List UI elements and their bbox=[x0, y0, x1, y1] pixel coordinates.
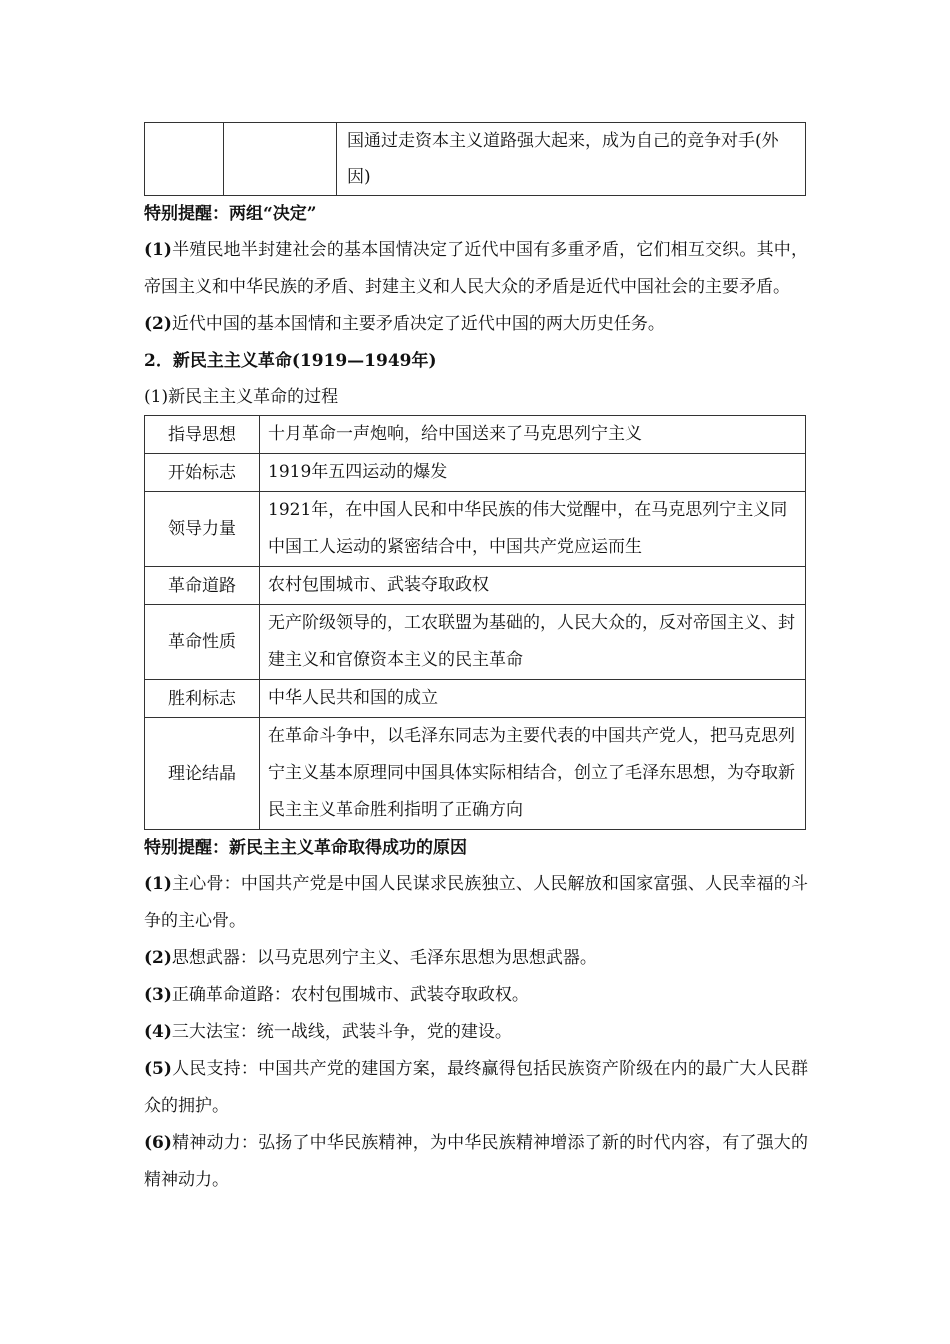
note2-item bbox=[144, 1125, 808, 1199]
row-label: 理论结晶 bbox=[145, 718, 260, 830]
item-text: 近代中国的基本国情和主要矛盾决定了近代中国的两大历史任务。 bbox=[171, 314, 665, 334]
item-marker: (3) bbox=[144, 985, 172, 1005]
item-text: 正确革命道路：农村包围城市、武装夺取政权。 bbox=[171, 985, 529, 1005]
table-cell bbox=[337, 123, 806, 196]
item-marker: (6) bbox=[144, 1133, 172, 1153]
item-marker: (4) bbox=[144, 1022, 172, 1042]
item-text: 半殖民地半封建社会的基本国情决定了近代中国有多重矛盾，它们相互交织。其中，帝国主义和中华民族的矛盾、封建主义和人民大众的矛盾是近代中国社会的主要矛盾。 bbox=[144, 240, 808, 297]
item-text: 人民支持：中国共产党的建国方案，最终赢得包括民族资产阶级在内的最广大人民群众的拥护。 bbox=[144, 1059, 808, 1116]
continued-table bbox=[144, 122, 806, 196]
table-row bbox=[145, 680, 806, 718]
item-text: 思想武器：以马克思列宁主义、毛泽东思想为思想武器。 bbox=[171, 948, 597, 968]
note1-heading: 特别提醒：两组“决定” bbox=[144, 204, 317, 224]
note2-item bbox=[144, 977, 808, 1014]
item-text: 主心骨：中国共产党是中国人民谋求民族独立、人民解放和国家富强、人民幸福的斗争的主心骨。 bbox=[144, 874, 808, 931]
item-text: 三大法宝：统一战线，武装斗争，党的建设。 bbox=[171, 1022, 512, 1042]
table-row bbox=[145, 416, 806, 454]
row-value: 农村包围城市、武装夺取政权 bbox=[260, 567, 806, 605]
row-label: 革命性质 bbox=[145, 605, 260, 680]
table-row bbox=[145, 123, 806, 196]
note2-item bbox=[144, 1051, 808, 1125]
item-marker: (2) bbox=[144, 948, 172, 968]
table-row bbox=[145, 718, 806, 830]
item-marker: (2) bbox=[144, 314, 172, 334]
row-value: 1921年，在中国人民和中华民族的伟大觉醒中，在马克思列宁主义同中国工人运动的紧密结合中，中国共产党应运而生 bbox=[260, 492, 806, 567]
row-label: 胜利标志 bbox=[145, 680, 260, 718]
table-row bbox=[145, 567, 806, 605]
note1-item bbox=[144, 232, 808, 306]
note2-item bbox=[144, 866, 808, 940]
row-value: 在革命斗争中，以毛泽东同志为主要代表的中国共产党人，把马克思列宁主义基本原理同中国具体实际相结合，创立了毛泽东思想，为夺取新民主主义革命胜利指明了正确方向 bbox=[260, 718, 806, 830]
table-row bbox=[145, 454, 806, 492]
revolution-process-table bbox=[144, 415, 806, 830]
row-value: 中华人民共和国的成立 bbox=[260, 680, 806, 718]
item-text: 精神动力：弘扬了中华民族精神，为中华民族精神增添了新的时代内容，有了强大的精神动力。 bbox=[144, 1133, 808, 1190]
row-value: 十月革命一声炮响，给中国送来了马克思列宁主义 bbox=[260, 416, 806, 454]
row-value: 1919年五四运动的爆发 bbox=[260, 454, 806, 492]
item-marker: (1) bbox=[144, 240, 172, 260]
note1-item bbox=[144, 306, 808, 343]
note2-item bbox=[144, 1014, 808, 1051]
table-row bbox=[145, 605, 806, 680]
item-marker: (5) bbox=[144, 1059, 172, 1079]
item-marker: (1) bbox=[144, 874, 172, 894]
note2-item bbox=[144, 940, 808, 977]
table-row bbox=[145, 492, 806, 567]
sub-heading: (1)新民主主义革命的过程 bbox=[144, 387, 339, 407]
row-label: 开始标志 bbox=[145, 454, 260, 492]
row-label: 革命道路 bbox=[145, 567, 260, 605]
row-value: 无产阶级领导的，工农联盟为基础的，人民大众的，反对帝国主义、封建主义和官僚资本主义的民主革命 bbox=[260, 605, 806, 680]
note2-heading: 特别提醒：新民主主义革命取得成功的原因 bbox=[144, 838, 467, 858]
page-content bbox=[144, 122, 808, 1199]
row-label: 领导力量 bbox=[145, 492, 260, 567]
empty-cell bbox=[224, 123, 337, 196]
row-label: 指导思想 bbox=[145, 416, 260, 454]
section-heading: 2．新民主主义革命(1919—1949年) bbox=[144, 351, 437, 371]
empty-cell bbox=[145, 123, 224, 196]
continued-text: 国通过走资本主义道路强大起来，成为自己的竞争对手(外因) bbox=[347, 131, 779, 187]
